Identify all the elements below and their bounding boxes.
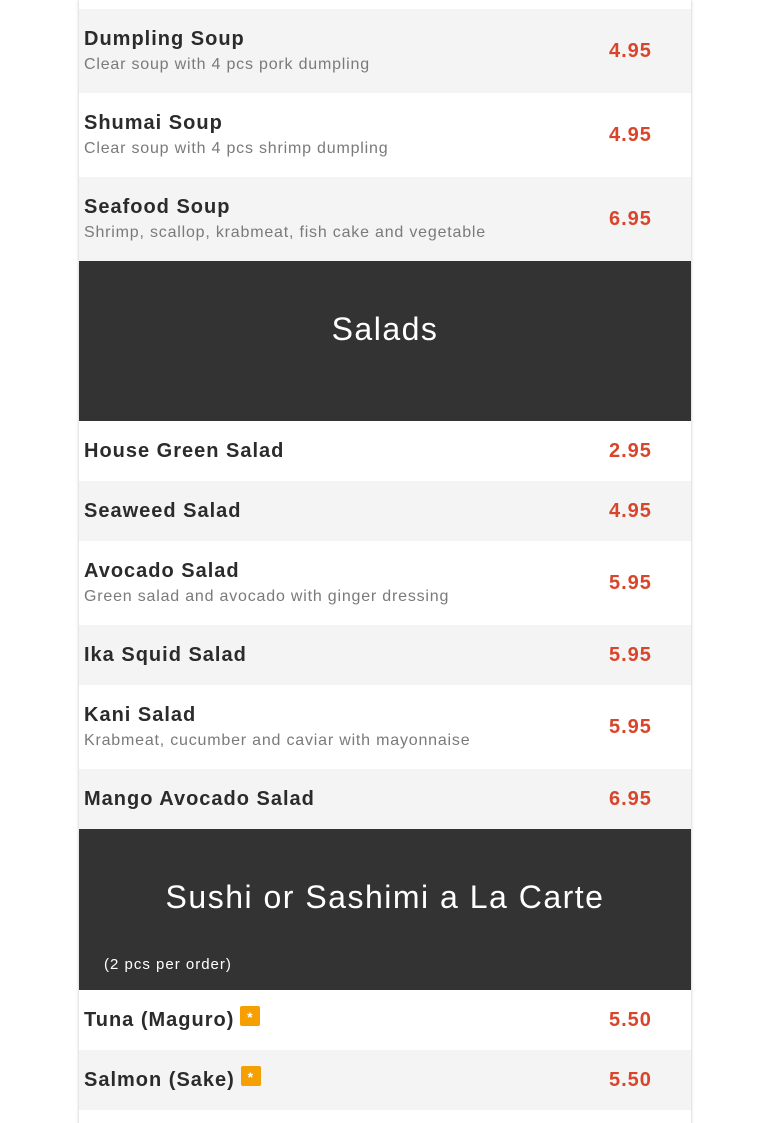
menu-item[interactable] bbox=[79, 421, 691, 481]
item-price: 5.95 bbox=[609, 643, 652, 666]
section-title: Salads bbox=[331, 311, 439, 347]
section-title: Sushi or Sashimi a La Carte bbox=[165, 879, 605, 915]
section-header-salads bbox=[79, 261, 691, 421]
menu-item[interactable] bbox=[79, 769, 691, 829]
item-description: Shrimp, scallop, krabmeat, fish cake and vegetable bbox=[84, 224, 486, 241]
raw-item-badge-icon: * bbox=[241, 1066, 261, 1086]
menu-item[interactable] bbox=[79, 990, 691, 1050]
menu-item[interactable] bbox=[79, 177, 691, 261]
menu-item[interactable] bbox=[79, 685, 691, 769]
item-name: Dumpling Soup bbox=[84, 28, 245, 50]
item-price: 5.50 bbox=[609, 1008, 652, 1031]
item-name: Seafood Soup bbox=[84, 196, 231, 218]
item-price: 5.50 bbox=[609, 1068, 652, 1091]
menu-row-partial bbox=[79, 1110, 691, 1123]
section-note: (2 pcs per order) bbox=[104, 956, 232, 973]
menu-item[interactable] bbox=[79, 1050, 691, 1110]
menu-item[interactable] bbox=[79, 625, 691, 685]
item-price: 4.95 bbox=[609, 39, 652, 62]
item-price: 2.95 bbox=[609, 439, 652, 462]
item-name: Kani Salad bbox=[84, 704, 197, 726]
item-name: House Green Salad bbox=[84, 440, 285, 462]
item-price: 5.95 bbox=[609, 715, 652, 738]
menu-row-partial bbox=[79, 0, 691, 9]
item-price: 4.95 bbox=[609, 123, 652, 146]
item-price: 5.95 bbox=[609, 571, 652, 594]
item-price: 4.95 bbox=[609, 499, 652, 522]
item-name: Salmon (Sake) bbox=[84, 1069, 235, 1091]
item-name: Shumai Soup bbox=[84, 112, 223, 134]
item-name: Mango Avocado Salad bbox=[84, 788, 315, 810]
item-price: 6.95 bbox=[609, 787, 652, 810]
item-name-wrap bbox=[84, 1008, 609, 1032]
item-description: Clear soup with 4 pcs shrimp dumpling bbox=[84, 140, 389, 157]
item-description: Green salad and avocado with ginger dressing bbox=[84, 588, 450, 605]
item-description: Krabmeat, cucumber and caviar with mayonnaise bbox=[84, 732, 471, 749]
item-name: Avocado Salad bbox=[84, 560, 240, 582]
item-name: Seaweed Salad bbox=[84, 500, 242, 522]
item-price: 6.95 bbox=[609, 207, 652, 230]
menu-item[interactable] bbox=[79, 9, 691, 93]
raw-item-badge-icon: * bbox=[240, 1006, 260, 1026]
menu-item[interactable] bbox=[79, 93, 691, 177]
item-name: Tuna (Maguro) bbox=[84, 1009, 235, 1031]
menu-item[interactable] bbox=[79, 481, 691, 541]
item-name: Ika Squid Salad bbox=[84, 644, 247, 666]
section-header-sushi bbox=[79, 829, 691, 990]
item-name-wrap bbox=[84, 1068, 609, 1092]
menu-list bbox=[79, 0, 691, 1123]
menu-item[interactable] bbox=[79, 541, 691, 625]
item-description: Clear soup with 4 pcs pork dumpling bbox=[84, 56, 370, 73]
